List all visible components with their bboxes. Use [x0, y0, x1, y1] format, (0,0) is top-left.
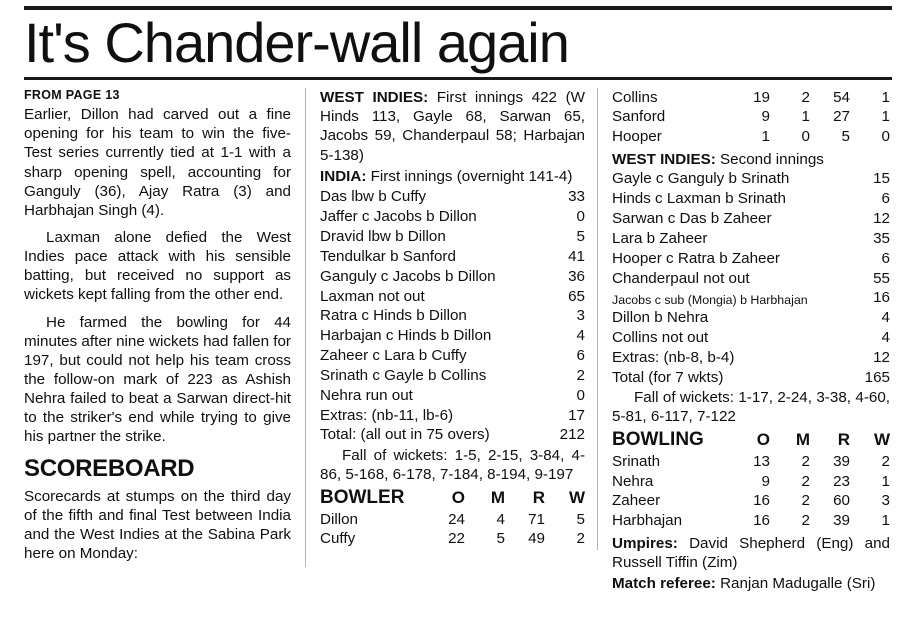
- bowler-runs: 39: [833, 452, 850, 470]
- batsman-runs: 4: [881, 309, 890, 327]
- bowler-maidens: 2: [801, 512, 810, 530]
- bowler-overs: 16: [753, 492, 770, 510]
- bowler-wickets: 1: [881, 88, 890, 106]
- bowler-runs: 39: [833, 512, 850, 530]
- table-row: [320, 307, 585, 327]
- extras-label: Extras: (nb-11, lb-6): [320, 406, 454, 424]
- table-header-row: [612, 428, 890, 453]
- column-one: [24, 88, 306, 567]
- col-header-maidens: M: [490, 488, 505, 508]
- total-runs: 165: [864, 368, 890, 386]
- body-paragraph-3: He farmed the bowling for 44 minutes after nine wickets had fallen for 197, but could not help his team cross the follow-on mark of 223 as Ashish Nehra failed to beat a Sarwan direct-hit to the striker's end while trying to give his partner the strike.: [24, 313, 291, 446]
- bowler-overs: 22: [448, 530, 465, 548]
- umpires-names: David Shepherd (Eng) and Russell Tiffin (Zim): [612, 534, 890, 571]
- table-row: [320, 228, 585, 248]
- batsman-name: Dravid lbw b Dillon: [320, 228, 446, 245]
- top-rule: [24, 6, 892, 10]
- bowler-wickets: 3: [881, 492, 890, 510]
- bowler-maidens: 2: [801, 472, 810, 490]
- wi-fall-of-wickets: Fall of wickets: 1-17, 2-24, 3-38, 4-60, 5-81, 6-117, 7-122: [612, 389, 890, 425]
- table-row: [320, 247, 585, 267]
- table-row: [612, 128, 890, 148]
- bowler-overs: 13: [753, 452, 770, 470]
- batsman-runs: 12: [873, 209, 890, 227]
- batsman-runs: 6: [881, 190, 890, 208]
- col-header-bowling: BOWLING: [612, 429, 704, 451]
- bowler-wickets: 1: [881, 512, 890, 530]
- batsman-name: Tendulkar b Sanford: [320, 247, 456, 265]
- bowler-name: Cuffy: [320, 530, 356, 548]
- batsman-runs: 35: [873, 229, 890, 247]
- bowler-maidens: 2: [801, 492, 810, 510]
- table-row: [320, 347, 585, 367]
- bowler-name: Dillon: [320, 510, 358, 528]
- india-innings-label: INDIA:: [320, 167, 367, 185]
- extras-runs: 12: [873, 348, 890, 366]
- batsman-runs: 5: [576, 228, 585, 245]
- bowler-maidens: 4: [496, 510, 505, 528]
- batsman-name: Dillon b Nehra: [612, 309, 709, 327]
- col-header-wickets: W: [873, 430, 890, 450]
- bowler-wickets: 1: [881, 472, 890, 490]
- bowler-maidens: 2: [801, 452, 810, 470]
- batsman-name: Laxman not out: [320, 287, 425, 305]
- table-row: [612, 190, 890, 210]
- from-page-kicker: FROM PAGE 13: [24, 88, 120, 103]
- table-row: [320, 510, 585, 530]
- batsman-runs: 16: [873, 289, 890, 307]
- table-row: [320, 426, 585, 446]
- bowler-overs: 19: [753, 88, 770, 106]
- batsman-runs: 3: [576, 307, 585, 325]
- table-row: [612, 368, 890, 388]
- bowler-name: Zaheer: [612, 492, 661, 510]
- batsman-name: Jacobs c sub (Mongia) b Harbhajan: [612, 292, 808, 307]
- wi-first-innings-label: WEST INDIES:: [320, 89, 429, 107]
- match-referee-line: [612, 574, 890, 593]
- scoreboard-lead: Scorecards at stumps on the third day of the fifth and final Test between India and the West Indies at the Sabina Park here on Monday:: [24, 487, 291, 562]
- bowler-overs: 9: [761, 108, 770, 126]
- table-row: [612, 452, 890, 472]
- batsman-name: Hinds c Laxman b Srinath: [612, 190, 786, 208]
- bowler-name: Sanford: [612, 108, 666, 126]
- batsman-runs: 36: [568, 267, 585, 285]
- bowler-wickets: 0: [881, 128, 890, 146]
- india-bowling-table: [320, 485, 585, 549]
- india-batting-table: [320, 188, 585, 446]
- wi-second-innings-label: WEST INDIES:: [612, 150, 716, 168]
- table-row: [612, 309, 890, 329]
- batsman-runs: 0: [576, 208, 585, 226]
- table-row: [612, 269, 890, 289]
- bowler-name: Srinath: [612, 452, 661, 470]
- scoreboard-heading: SCOREBOARD: [24, 454, 195, 482]
- bowler-maidens: 0: [801, 128, 810, 146]
- wi-first-innings-summary: [320, 88, 585, 165]
- bowler-wickets: 1: [881, 108, 890, 126]
- batsman-name: Das lbw b Cuffy: [320, 188, 427, 206]
- bowler-overs: 1: [761, 128, 770, 146]
- table-row: [320, 366, 585, 386]
- bowler-runs: 71: [528, 510, 545, 528]
- table-row: [612, 512, 890, 532]
- bowler-overs: 16: [753, 512, 770, 530]
- table-row: [612, 472, 890, 492]
- india-fall-of-wickets: Fall of wickets: 1-5, 2-15, 3-84, 4-86, 5-168, 6-178, 7-184, 8-194, 9-197: [320, 446, 585, 483]
- table-row: [320, 188, 585, 208]
- table-row: [320, 267, 585, 287]
- wi-second-innings-heading: [612, 150, 890, 169]
- col-header-bowler: BOWLER: [320, 486, 405, 508]
- table-row: [612, 209, 890, 229]
- column-three: [598, 88, 890, 593]
- bowler-maidens: 2: [801, 88, 810, 106]
- match-referee-label: Match referee:: [612, 574, 716, 592]
- page-title: It's Chander-wall again: [24, 11, 569, 74]
- batsman-name: Lara b Zaheer: [612, 229, 708, 247]
- bowler-runs: 60: [833, 492, 850, 510]
- batsman-runs: 4: [576, 327, 585, 345]
- body-paragraph-2: Laxman alone defied the West Indies pace attack with his sensible batting, but received no support as wickets kept falling from the other end.: [24, 228, 291, 304]
- batsman-name: Jaffer c Jacobs b Dillon: [320, 208, 477, 226]
- col-header-runs: R: [532, 488, 545, 508]
- table-row: [320, 386, 585, 406]
- batsman-name: Zaheer c Lara b Cuffy: [320, 347, 467, 365]
- batsman-name: Gayle c Ganguly b Srinath: [612, 170, 790, 188]
- table-row: [612, 249, 890, 269]
- article-columns: [24, 88, 892, 593]
- umpires-line: [612, 534, 890, 572]
- table-row: [320, 287, 585, 307]
- match-referee-name: Ranjan Madugalle (Sri): [720, 574, 876, 592]
- table-row: [320, 530, 585, 550]
- bowler-wickets: 2: [881, 452, 890, 470]
- bowler-name: Hooper: [612, 128, 662, 146]
- wi-bowling-table: [612, 428, 890, 532]
- batsman-name: Collins not out: [612, 329, 709, 347]
- batsman-name: Sarwan c Das b Zaheer: [612, 209, 772, 227]
- table-row: [612, 289, 890, 309]
- table-row: [612, 170, 890, 190]
- total-label: Total (for 7 wkts): [612, 368, 724, 386]
- extras-runs: 17: [568, 406, 585, 424]
- bowler-overs: 9: [761, 472, 770, 490]
- batsman-runs: 6: [576, 347, 585, 365]
- batsman-runs: 0: [576, 386, 585, 404]
- batsman-name: Chanderpaul not out: [612, 269, 750, 287]
- batsman-name: Hooper c Ratra b Zaheer: [612, 249, 780, 267]
- wi-second-innings-text: Second innings: [720, 150, 824, 168]
- table-row: [612, 229, 890, 249]
- col-header-overs: O: [451, 488, 465, 508]
- india-innings-text: First innings (overnight 141-4): [370, 167, 573, 185]
- table-row: [320, 327, 585, 347]
- bowler-overs: 24: [448, 510, 465, 528]
- batsman-name: Ganguly c Jacobs b Dillon: [320, 267, 496, 285]
- batsman-name: Harbajan c Hinds b Dillon: [320, 327, 492, 345]
- batsman-runs: 41: [568, 247, 585, 265]
- body-paragraph-1: Earlier, Dillon had carved out a fine opening for his team to win the five-Test series currently tied at 1-1 with a sharp opening spell, accounting for Ganguly (36), Ajay Ratra (3) and Harbhajan Singh (4).: [24, 106, 291, 219]
- batsman-runs: 4: [881, 329, 890, 347]
- column-two: [306, 88, 598, 550]
- bowler-runs: 23: [833, 472, 850, 490]
- table-row: [612, 492, 890, 512]
- table-row: [612, 88, 890, 108]
- bowler-runs: 27: [833, 108, 850, 126]
- headline-rule: [24, 77, 892, 80]
- bowler-maidens: 5: [496, 530, 505, 548]
- bowler-runs: 54: [833, 88, 850, 106]
- bowler-maidens: 1: [801, 108, 810, 126]
- extras-label: Extras: (nb-8, b-4): [612, 348, 735, 366]
- batsman-runs: 33: [568, 188, 585, 206]
- table-row: [320, 406, 585, 426]
- bowler-name: Harbhajan: [612, 512, 683, 530]
- col-header-runs: R: [837, 430, 850, 450]
- bowler-wickets: 2: [576, 530, 585, 548]
- bowler-wickets: 5: [576, 510, 585, 528]
- col-header-wickets: W: [568, 488, 585, 508]
- table-row: [612, 108, 890, 128]
- batsman-runs: 6: [881, 249, 890, 267]
- bowler-runs: 49: [528, 530, 545, 548]
- col-header-overs: O: [756, 430, 770, 450]
- umpires-label: Umpires:: [612, 534, 678, 552]
- col-header-maidens: M: [795, 430, 810, 450]
- bowler-name: Nehra: [612, 472, 654, 490]
- india-first-innings-summary: [320, 167, 585, 186]
- batsman-runs: 55: [873, 269, 890, 287]
- wi-second-batting-table: [612, 170, 890, 388]
- table-header-row: [320, 485, 585, 510]
- batsman-name: Ratra c Hinds b Dillon: [320, 307, 467, 325]
- batsman-name: Nehra run out: [320, 386, 413, 404]
- batsman-runs: 65: [568, 287, 585, 305]
- table-row: [612, 329, 890, 349]
- table-row: [612, 348, 890, 368]
- batsman-runs: 2: [576, 366, 585, 384]
- india-bowling-table-continued: [612, 88, 890, 148]
- wi-first-innings-text: First innings 422 (W Hinds 113, Gayle 68, Sarwan 65, Jacobs 59, Chanderpaul 58; Harbajan 5-138): [320, 89, 585, 164]
- batsman-name: Srinath c Gayle b Collins: [320, 366, 487, 384]
- bowler-runs: 5: [841, 128, 850, 146]
- table-row: [320, 208, 585, 228]
- bowler-name: Collins: [612, 88, 658, 106]
- total-runs: 212: [559, 426, 585, 444]
- batsman-runs: 15: [873, 170, 890, 188]
- total-label: Total: (all out in 75 overs): [320, 426, 490, 444]
